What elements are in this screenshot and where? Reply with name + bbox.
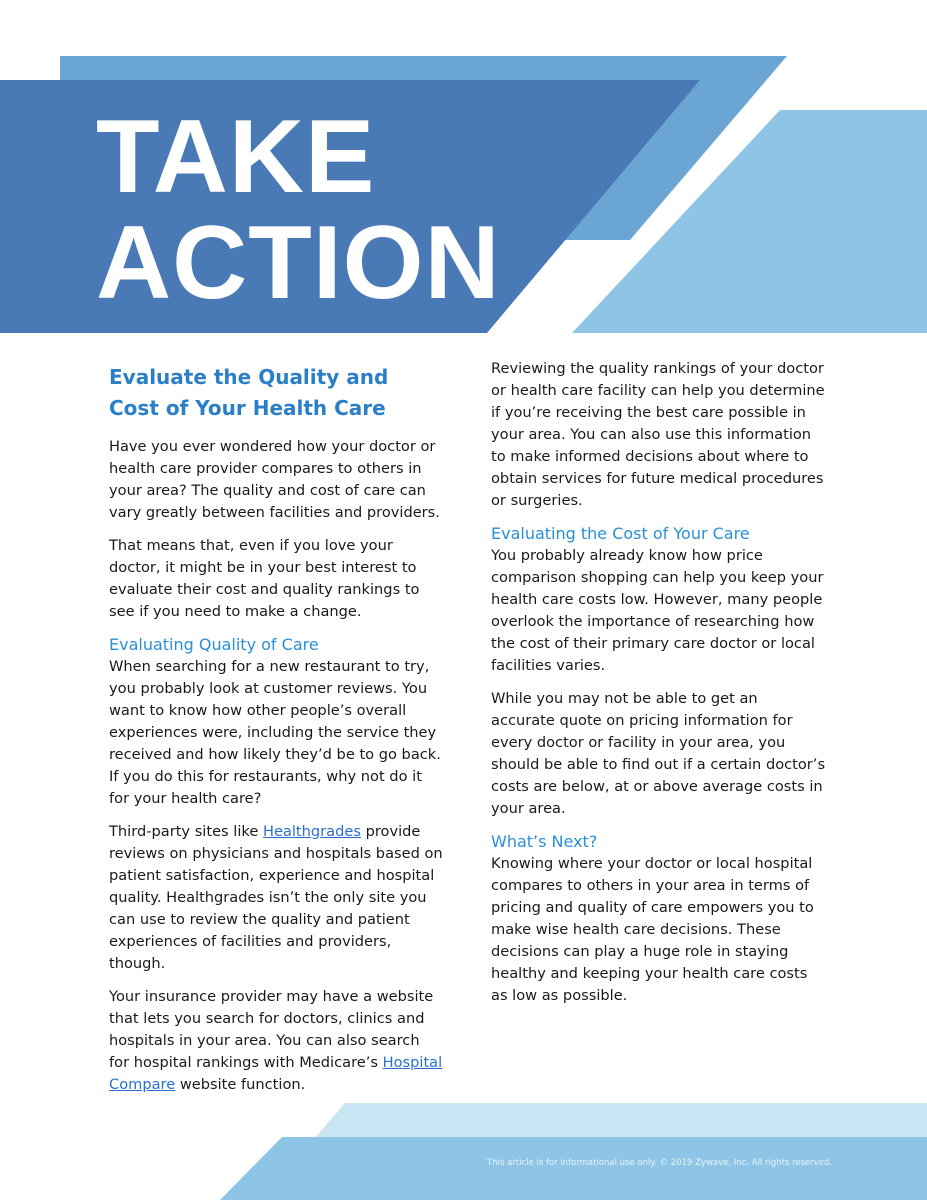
hero-title-line-1: TAKE [96,99,376,215]
footer-mid-shape [220,1137,927,1200]
section-heading-cost: Evaluating the Cost of Your Care [491,524,750,543]
intro-paragraph-1: Have you ever wondered how your doctor or health care provider compares to others in your area? The quality and cost of care can vary greatly between facilities and providers. [109,438,440,521]
intro-paragraph-2: That means that, even if you love your doctor, it might be in your best interest to evaluate their cost and quality rankings to see if you need to make a change. [109,537,420,620]
hospital-compare-link[interactable]: Hospital Compare [109,1054,443,1093]
healthgrades-link[interactable]: Healthgrades [262,823,361,840]
quality-paragraph-1: When searching for a new restaurant to try, you probably look at customer reviews. You want to know how other people’s overall experiences were, including the service they received and how likely they’d be to go back. If you do this for restaurants, why not do it for your health care? [109,658,441,807]
quality-paragraph-3 [109,986,444,1096]
quality-paragraph-2-end: provide reviews on physicians and hospitals based on patient satisfaction, experience and hospital quality. Healthgrades isn’t the only site you can use to review the quality and patient experiences of facilities and providers, though. [109,823,443,972]
quality-paragraph-2-start: Third-party sites like [109,823,263,840]
quality-paragraph-3-start: Your insurance provider may have a website that lets you search for doctors, clinics and hospitals in your area. You can also search for hospital rankings with Medicare’s [109,988,434,1071]
section-heading-quality: Evaluating Quality of Care [109,635,319,654]
cost-paragraph-1: You probably already know how price comparison shopping can help you keep your health care costs low. However, many people overlook the importance of researching how the cost of their primary care doctor or local facilities varies. [491,547,824,674]
quality-paragraph-2 [109,821,444,975]
right-column [491,358,826,1018]
section-heading-next: What’s Next? [491,832,598,851]
article-heading: Evaluate the Quality and Cost of Your Health Care [109,365,389,420]
quality-paragraph-3-end: website function. [175,1076,306,1093]
footer-banner [0,1100,927,1200]
quality-paragraph-4: Reviewing the quality rankings of your doctor or health care facility can help you determine if you’re receiving the best care possible in your area. You can also use this information to make informed decisions about where to obtain services for future medical procedures or surgeries. [491,360,825,509]
copyright-notice: This article is for informational use only. © 2019 Zywave, Inc. All rights reserved. [487,1158,833,1168]
hero-title [96,99,501,321]
left-column [109,358,444,1107]
hero-title-line-2: ACTION [96,205,501,321]
cost-paragraph-2: While you may not be able to get an accurate quote on pricing information for every doctor or facility in your area, you should be able to find out if a certain doctor’s costs are below, at or above average costs in your area. [491,690,826,817]
next-paragraph-1: Knowing where your doctor or local hospital compares to others in your area in terms of pricing and quality of care empowers you to make wise health care decisions. These decisions can play a huge role in staying healthy and keeping your health care costs as low as possible. [491,855,814,1004]
